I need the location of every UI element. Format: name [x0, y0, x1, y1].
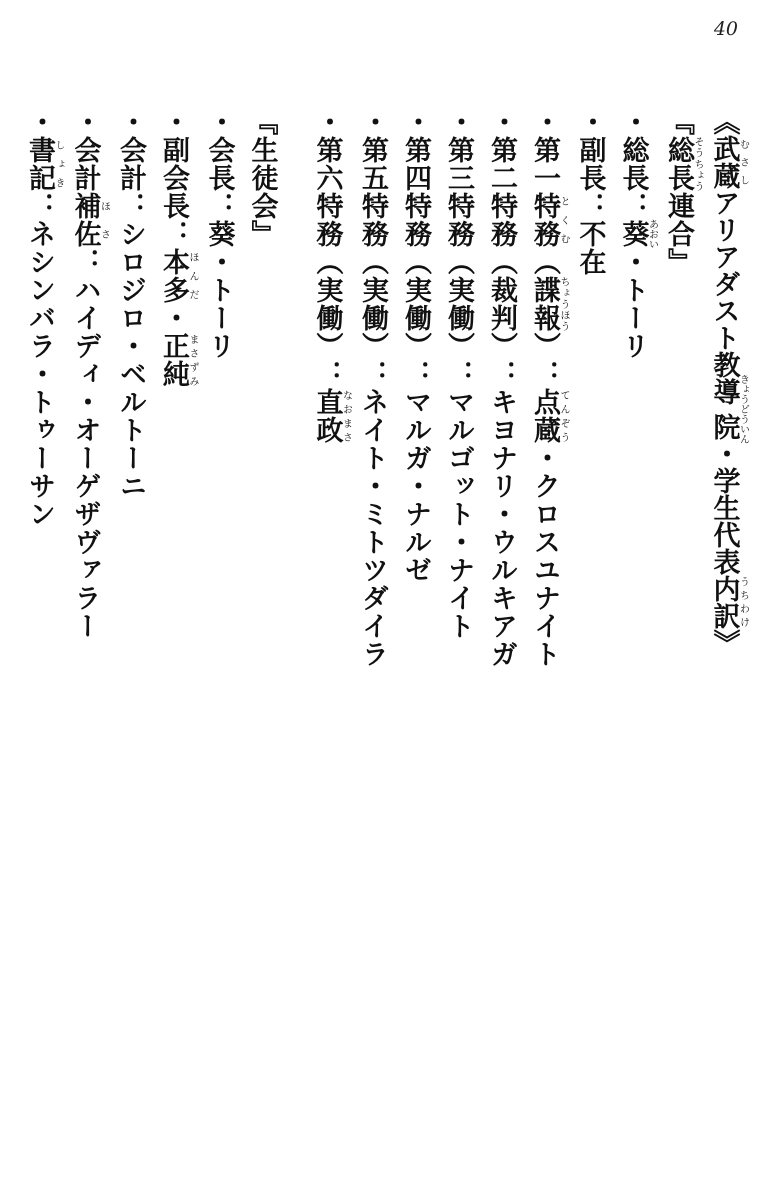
title-kyoudouin: 導院きょうどういん [708, 374, 749, 444]
member-row-kaikei-hosa: ・会計補佐ほさ：ハイディ・オーゲザヴァラー [69, 108, 110, 640]
title-close-bracket: 》 [708, 629, 740, 656]
member-row-kaicho: ・会長：葵・トーリ [203, 108, 235, 360]
member-row-tokumu-2: ・第二特務（裁判）：キヨナリ・ウルキアガ [486, 108, 517, 668]
seitokai-header: 『生徒会』 [246, 108, 278, 248]
vertical-text-body [18, 108, 749, 668]
member-row-soucho: ・総長：葵あおい・トーリ [617, 108, 658, 360]
member-row-tokumu-3: ・第三特務（実働）：マルゴット・ナイト [443, 108, 474, 640]
title-musashi: 武蔵むさし [708, 135, 749, 189]
title-rest: ・学生代表 [708, 440, 740, 575]
member-row-shoki: ・書記しょき：ネシンバラ・トゥーサン [24, 108, 64, 528]
member-row-fukukaicho: ・副会長：本多ほんだ・正純まさずみ [158, 108, 198, 388]
member-row-tokumu-4: ・第四特務（実働）：マルガ・ナルゼ [400, 108, 431, 584]
member-row-tokumu-1: ・第一特務とくむ（諜報ちょうほう）：点蔵てんぞう・クロスユナイト [529, 108, 569, 668]
title-open-bracket: 《 [708, 108, 740, 135]
page-number: 40 [713, 18, 738, 40]
member-row-fukucho: ・副長：不在 [574, 108, 606, 276]
title-mid: アリアダスト教 [708, 189, 740, 378]
member-row-tokumu-5: ・第五特務（実働）：ネイト・ミトツダイラ [357, 108, 388, 668]
member-row-kaikei: ・会計：シロジロ・ベルトーニ [115, 108, 146, 500]
block-spacer [284, 108, 306, 648]
document-title [703, 108, 749, 656]
member-row-tokumu-6: ・第六特務（実働）：直政なおまさ [311, 108, 352, 444]
title-uchiwake: 内訳うちわけ [708, 575, 749, 629]
soucho-renggo-header: 『総長そうちょう連合』 [663, 108, 703, 276]
